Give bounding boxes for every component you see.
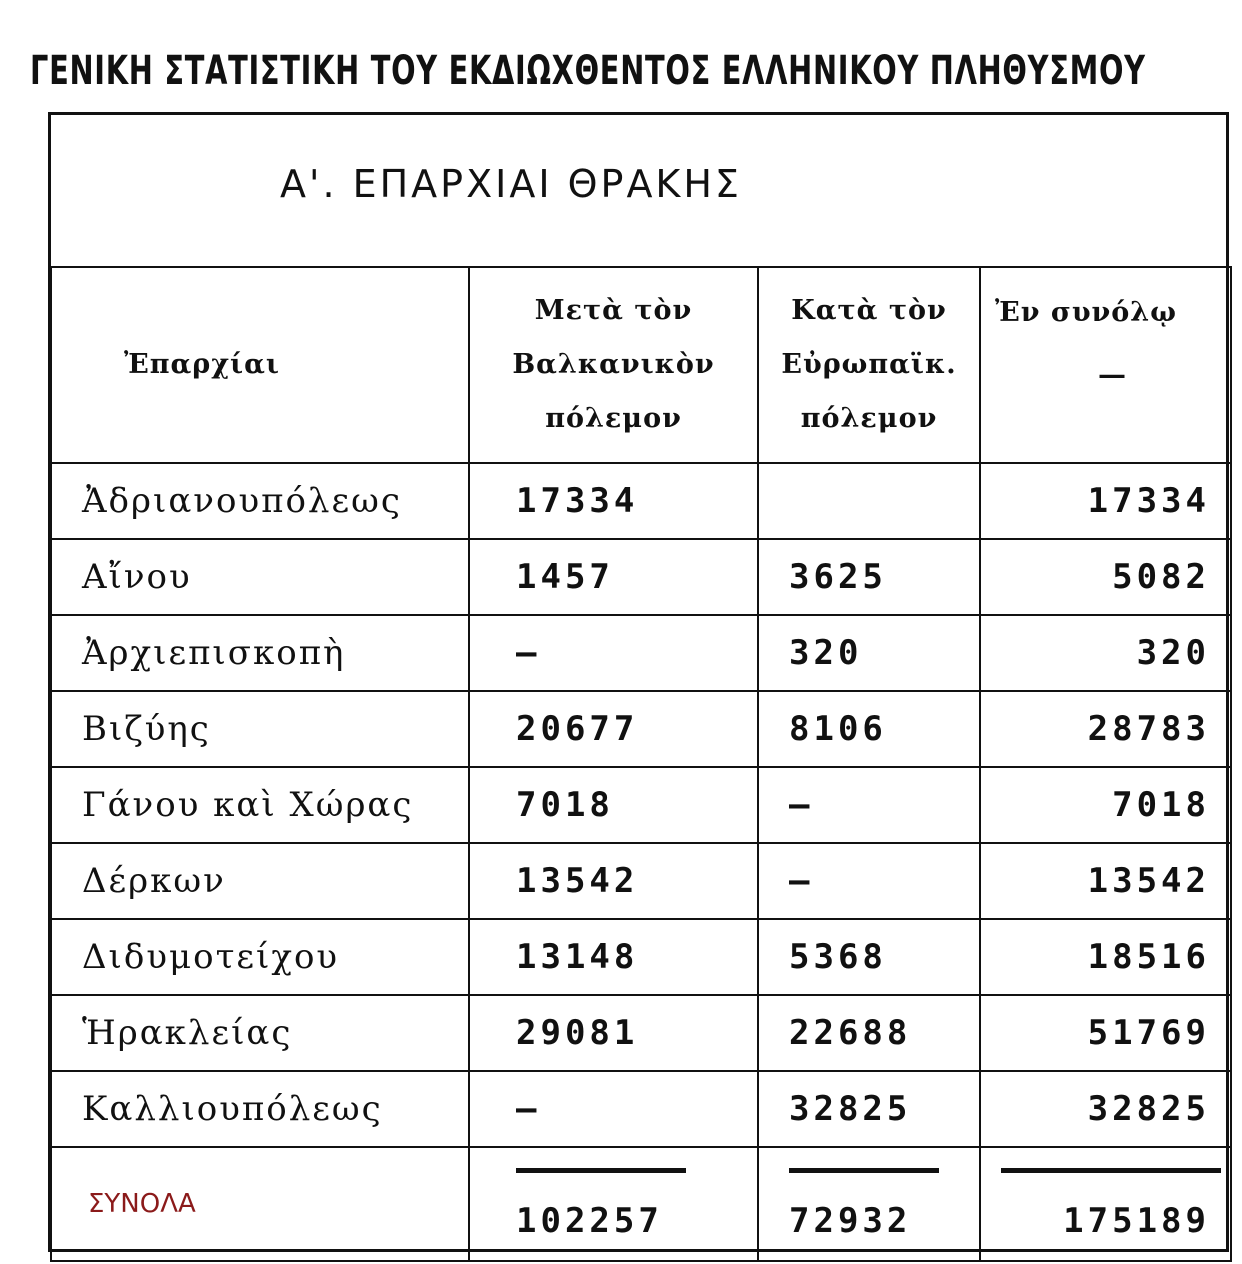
row-province-name: Δέρκων bbox=[51, 843, 469, 919]
table-row bbox=[51, 615, 1231, 691]
row-balkan-value: 13542 bbox=[469, 843, 758, 919]
table-header-row bbox=[51, 267, 1231, 463]
row-total-value: 32825 bbox=[980, 1071, 1231, 1147]
totals-grand-text: 175189 bbox=[1063, 1200, 1210, 1241]
row-european-value: 320 bbox=[758, 615, 980, 691]
row-total-value: 5082 bbox=[980, 539, 1231, 615]
row-total-value: 320 bbox=[980, 615, 1231, 691]
row-total-value: 51769 bbox=[980, 995, 1231, 1071]
row-balkan-value: 29081 bbox=[469, 995, 758, 1071]
table-row bbox=[51, 539, 1231, 615]
row-province-name: Διδυμοτείχου bbox=[51, 919, 469, 995]
row-balkan-value: 13148 bbox=[469, 919, 758, 995]
row-province-name: Γάνου καὶ Χώρας bbox=[51, 767, 469, 843]
header-european-line-3: πόλεμον bbox=[800, 403, 938, 434]
row-total-value: 17334 bbox=[980, 463, 1231, 539]
totals-label: ΣΥΝΟΛΑ bbox=[51, 1147, 469, 1261]
row-balkan-value: — bbox=[469, 1071, 758, 1147]
row-province-name: Αἴνου bbox=[51, 539, 469, 615]
header-province: Ἐπαρχίαι bbox=[51, 267, 469, 463]
row-european-value: 3625 bbox=[758, 539, 980, 615]
statistics-table bbox=[50, 266, 1232, 1262]
table-row bbox=[51, 767, 1231, 843]
totals-row bbox=[51, 1147, 1231, 1261]
row-total-value: 7018 bbox=[980, 767, 1231, 843]
row-total-value: 18516 bbox=[980, 919, 1231, 995]
table-row bbox=[51, 463, 1231, 539]
header-balkan-line-1: Μετὰ τὸν bbox=[534, 295, 693, 326]
totals-european-text: 72932 bbox=[789, 1200, 912, 1241]
totals-rule bbox=[789, 1168, 939, 1173]
row-province-name: Ἀρχιεπισκοπὴ bbox=[51, 615, 469, 691]
totals-grand-value bbox=[980, 1147, 1231, 1261]
row-european-value: 22688 bbox=[758, 995, 980, 1071]
header-balkan-war bbox=[469, 267, 758, 463]
row-european-value bbox=[758, 463, 980, 539]
header-balkan-line-3: πόλεμον bbox=[545, 403, 682, 434]
row-european-value: 32825 bbox=[758, 1071, 980, 1147]
header-total-label: Ἐν συνόλῳ bbox=[995, 297, 1177, 328]
row-european-value: — bbox=[758, 767, 980, 843]
table-row bbox=[51, 843, 1231, 919]
row-province-name: Ἡρακλείας bbox=[51, 995, 469, 1071]
totals-balkan-value bbox=[469, 1147, 758, 1261]
row-total-value: 28783 bbox=[980, 691, 1231, 767]
row-province-name: Καλλιουπόλεως bbox=[51, 1071, 469, 1147]
section-title: Α'. ΕΠΑΡΧΙΑΙ ΘΡΑΚΗΣ bbox=[280, 162, 742, 206]
row-balkan-value: 20677 bbox=[469, 691, 758, 767]
table-row bbox=[51, 995, 1231, 1071]
header-total bbox=[980, 267, 1231, 463]
table-row bbox=[51, 1071, 1231, 1147]
header-balkan-line-2: Βαλκανικὸν bbox=[512, 349, 715, 380]
row-balkan-value: 1457 bbox=[469, 539, 758, 615]
totals-balkan-text: 102257 bbox=[516, 1200, 663, 1241]
table-row bbox=[51, 691, 1231, 767]
document-title: ΓΕΝΙΚΗ ΣΤΑΤΙΣΤΙΚΗ ΤΟΥ ΕΚΔΙΩΧΘΕΝΤΟΣ ΕΛΛΗΝΙΚΟΥ ΠΛΗΘΥΣΜΟΥ bbox=[30, 48, 1146, 94]
row-province-name: Βιζύης bbox=[51, 691, 469, 767]
row-balkan-value: 17334 bbox=[469, 463, 758, 539]
totals-european-value bbox=[758, 1147, 980, 1261]
header-european-line-2: Εὐρωπαϊκ. bbox=[781, 349, 957, 380]
header-european-line-1: Κατὰ τὸν bbox=[791, 295, 947, 326]
row-european-value: 5368 bbox=[758, 919, 980, 995]
row-province-name: Ἀδριανουπόλεως bbox=[51, 463, 469, 539]
totals-rule bbox=[1001, 1168, 1221, 1173]
row-european-value: 8106 bbox=[758, 691, 980, 767]
header-european-war bbox=[758, 267, 980, 463]
row-balkan-value: — bbox=[469, 615, 758, 691]
row-european-value: — bbox=[758, 843, 980, 919]
totals-rule bbox=[516, 1168, 686, 1173]
row-balkan-value: 7018 bbox=[469, 767, 758, 843]
table-row bbox=[51, 919, 1231, 995]
row-total-value: 13542 bbox=[980, 843, 1231, 919]
header-total-dash: — bbox=[1098, 358, 1127, 391]
